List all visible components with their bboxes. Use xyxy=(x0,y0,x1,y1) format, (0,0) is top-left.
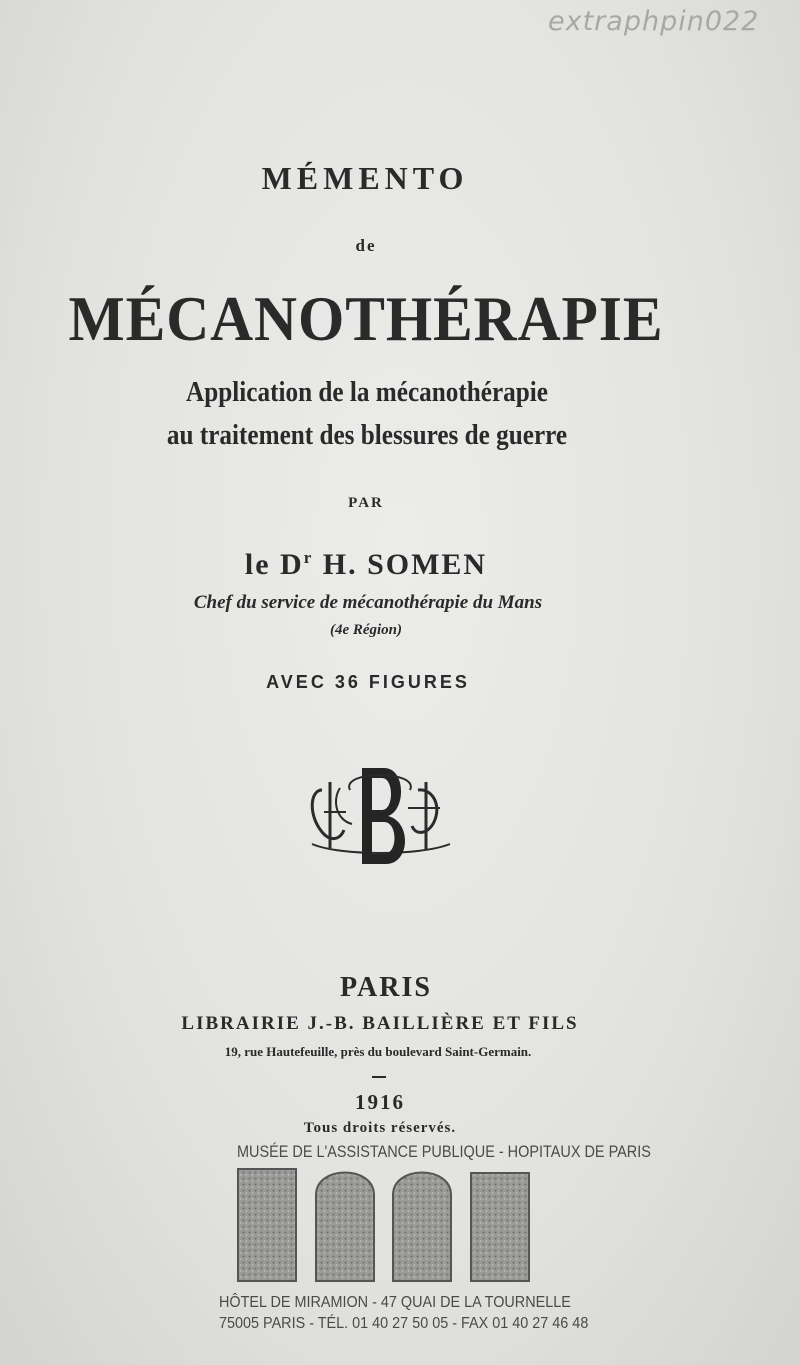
divider xyxy=(372,1076,386,1078)
title-memento: MÉMENTO xyxy=(261,160,469,196)
publication-year: 1916 xyxy=(355,1090,405,1114)
publisher-address: 19, rue Hautefeuille, près du boulevard Saint-Germain. xyxy=(224,1044,532,1059)
by-label: PAR xyxy=(348,495,384,511)
subtitle-line-2: au traitement des blessures de guerre xyxy=(166,420,568,451)
author-name: le $D^r$ H. SOMEN xyxy=(244,548,488,581)
museum-stamp-icon xyxy=(230,1165,540,1290)
title-mecanotherapie: MÉCANOTHÉRAPIE xyxy=(68,283,664,354)
stamp-contact-line: 75005 PARIS - TÉL. 01 40 27 50 05 - FAX 01 40 27 46 48 xyxy=(219,1315,589,1332)
author-role: Chef du service de mécanothérapie du Mans xyxy=(193,592,543,613)
publisher-monogram-icon xyxy=(300,760,460,872)
stamp-title: MUSÉE DE L'ASSISTANCE PUBLIQUE - HOPITAUX DE PARIS xyxy=(237,1142,651,1161)
publisher-city: PARIS xyxy=(340,972,432,1003)
subtitle-line-1: Application de la mécanothérapie xyxy=(186,377,548,408)
handwritten-catalog-annotation: extraphpin022 xyxy=(548,6,760,37)
rights-notice: Tous droits réservés. xyxy=(303,1120,457,1136)
figures-count: AVEC 36 FIGURES xyxy=(266,672,470,692)
publisher-name: LIBRAIRIE J.-B. BAILLIÈRE ET FILS xyxy=(181,1013,579,1034)
author-region: (4e Région) xyxy=(329,622,403,638)
stamp-address-line: HÔTEL DE MIRAMION - 47 QUAI DE LA TOURNELLE xyxy=(219,1294,571,1311)
title-de: de xyxy=(355,236,377,255)
